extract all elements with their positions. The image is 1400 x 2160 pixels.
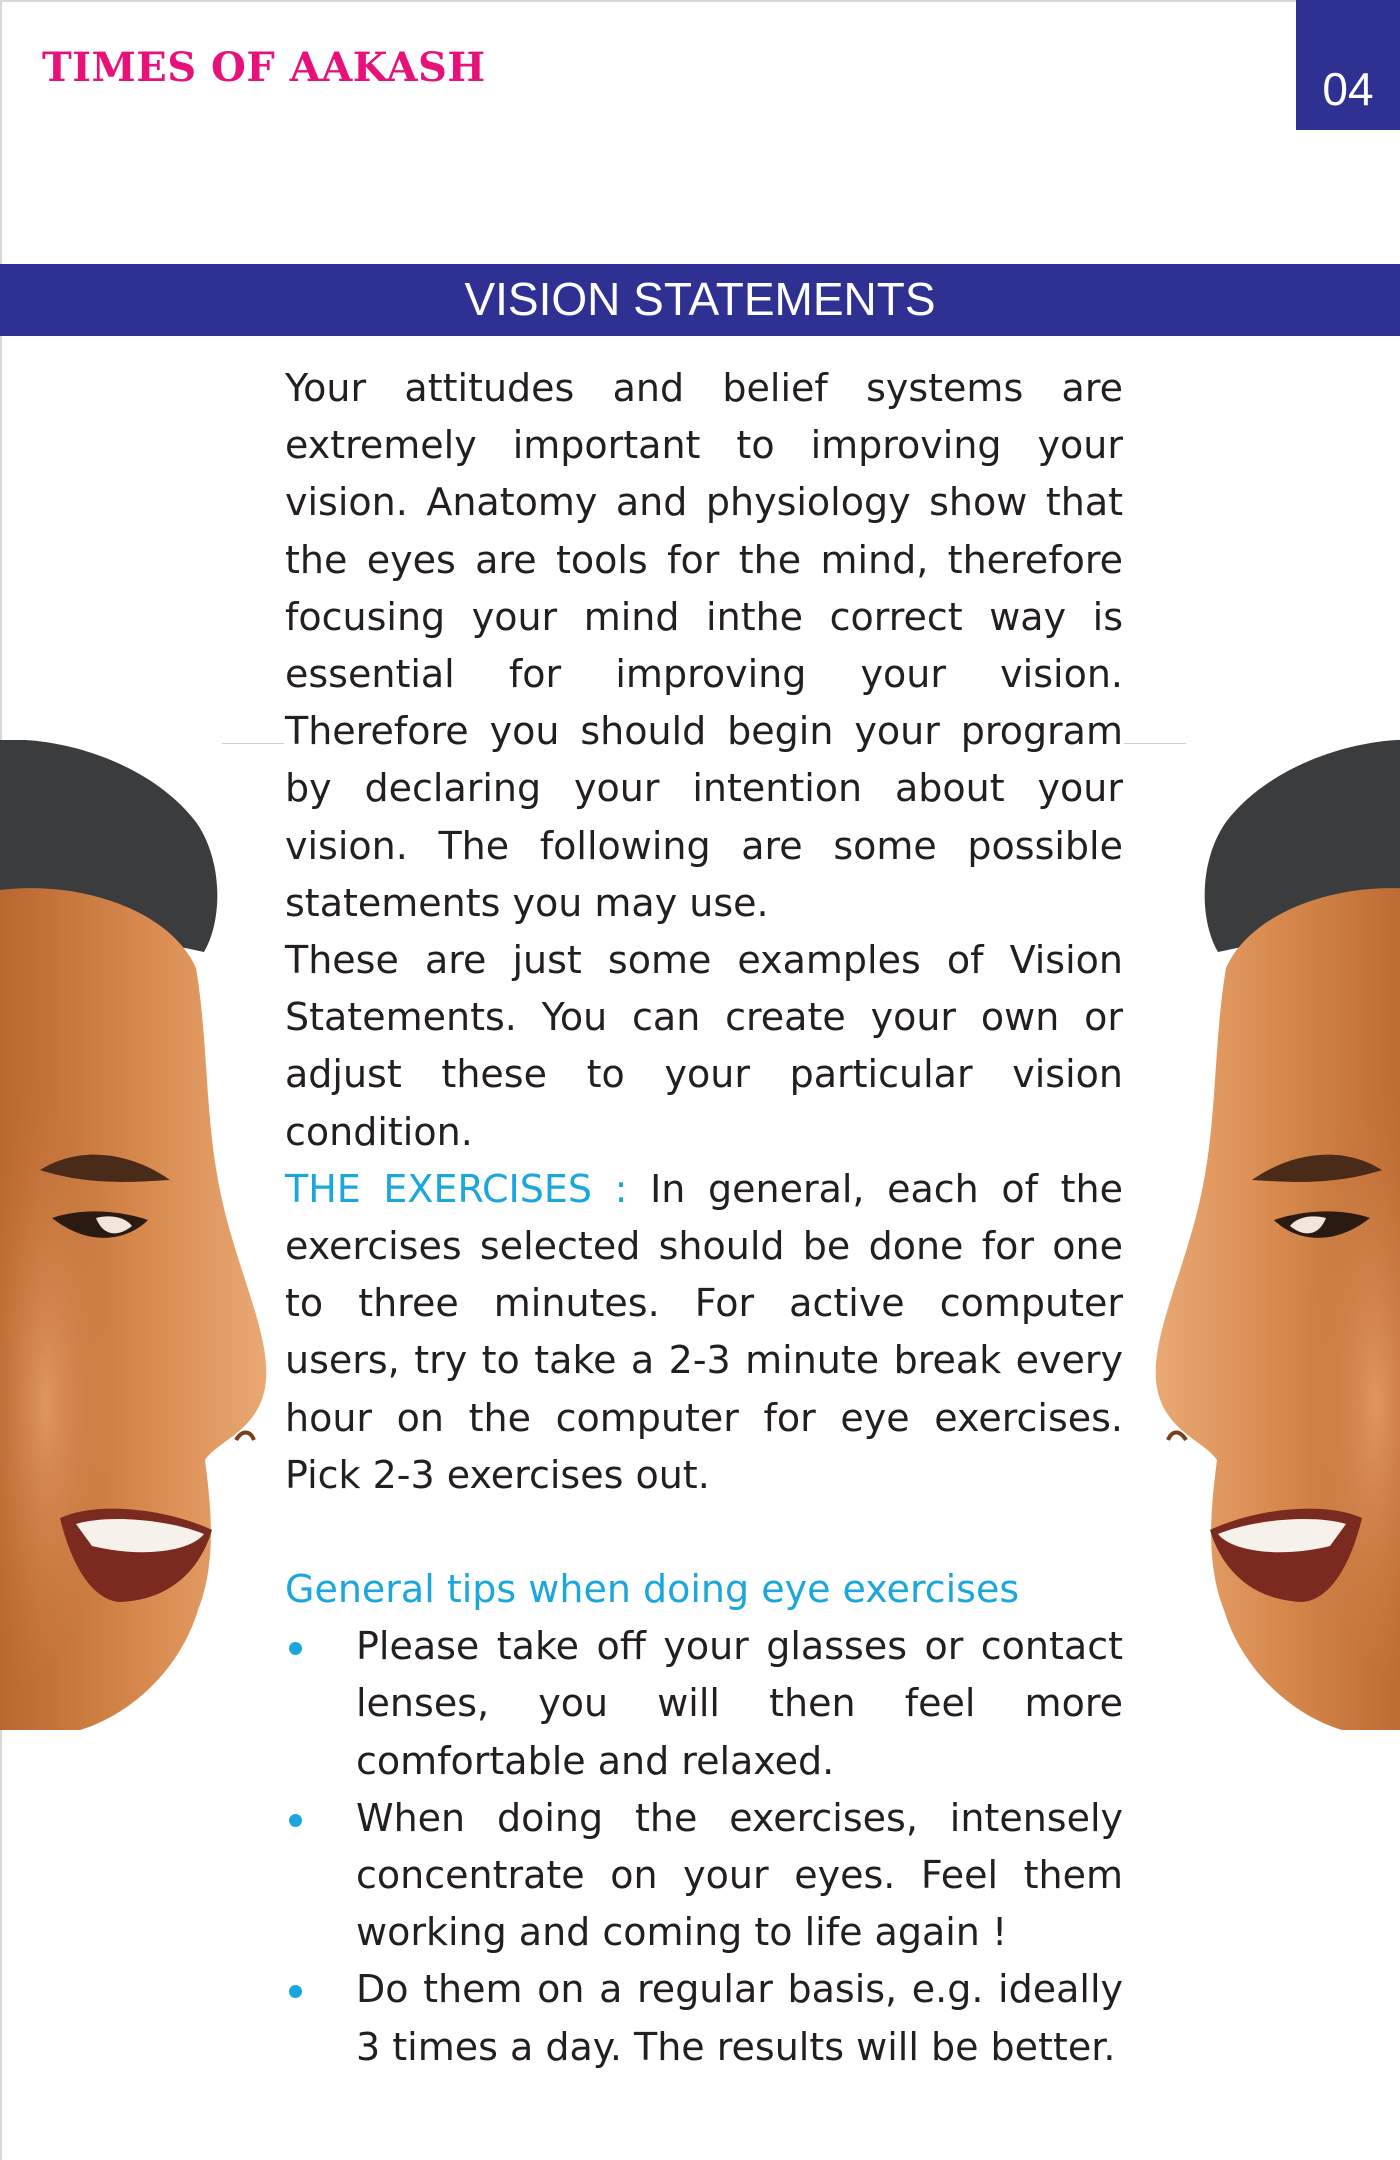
tips-heading: General tips when doing eye exercises bbox=[285, 1567, 1020, 1612]
page-number: 04 bbox=[1322, 63, 1374, 115]
section-banner bbox=[0, 264, 1400, 336]
article-body bbox=[285, 360, 1123, 2076]
tip-text: Do them on a regular basis, e.g. ideally 3 times a day. The results will be better. bbox=[356, 1967, 1123, 2069]
bullet-icon bbox=[289, 1814, 302, 1827]
page-number-badge bbox=[1296, 0, 1400, 130]
list-item bbox=[285, 1790, 1123, 1962]
publication-title: TIMES OF AAKASH bbox=[42, 44, 486, 91]
list-item bbox=[285, 1618, 1123, 1790]
exercises-label: THE EXERCISES : bbox=[285, 1166, 628, 1211]
decorative-rule bbox=[222, 743, 284, 744]
tip-text: When doing the exercises, intensely concentrate on your eyes. Feel them working and coming to life again ! bbox=[356, 1795, 1123, 1955]
tips-list bbox=[285, 1618, 1123, 2076]
face-profile-image-right bbox=[1122, 740, 1400, 1730]
page-border-top bbox=[0, 0, 1296, 2]
tip-text: Please take off your glasses or contact lenses, you will then feel more comfortable and relaxed. bbox=[356, 1624, 1123, 1783]
bullet-icon bbox=[289, 1985, 302, 1998]
decorative-rule bbox=[1124, 743, 1186, 744]
exercises-paragraph bbox=[285, 1161, 1123, 1504]
examples-paragraph: These are just some examples of Vision Statements. You can create your own or adjust these to your particular vision condition. bbox=[285, 938, 1123, 1154]
face-profile-image-left bbox=[0, 740, 300, 1730]
exercises-text: In general, each of the exercises selected should be done for one to three minutes. For active computer users, try to take a 2-3 minute break every hour on the computer for eye exercises. Pick 2-3 exercises out. bbox=[285, 1166, 1124, 1497]
intro-paragraph: Your attitudes and belief systems are extremely important to improving your vision. Anatomy and physiology show that the eyes are tools for the mind, therefore focusing your mind inthe correct way is essential for improving your vision. Therefore you should begin your program by declaring your intention about your vision. The following are some possible statements you may use. bbox=[285, 366, 1123, 925]
bullet-icon bbox=[289, 1642, 302, 1655]
list-item bbox=[285, 1961, 1123, 2075]
section-title: VISION STATEMENTS bbox=[464, 273, 936, 325]
